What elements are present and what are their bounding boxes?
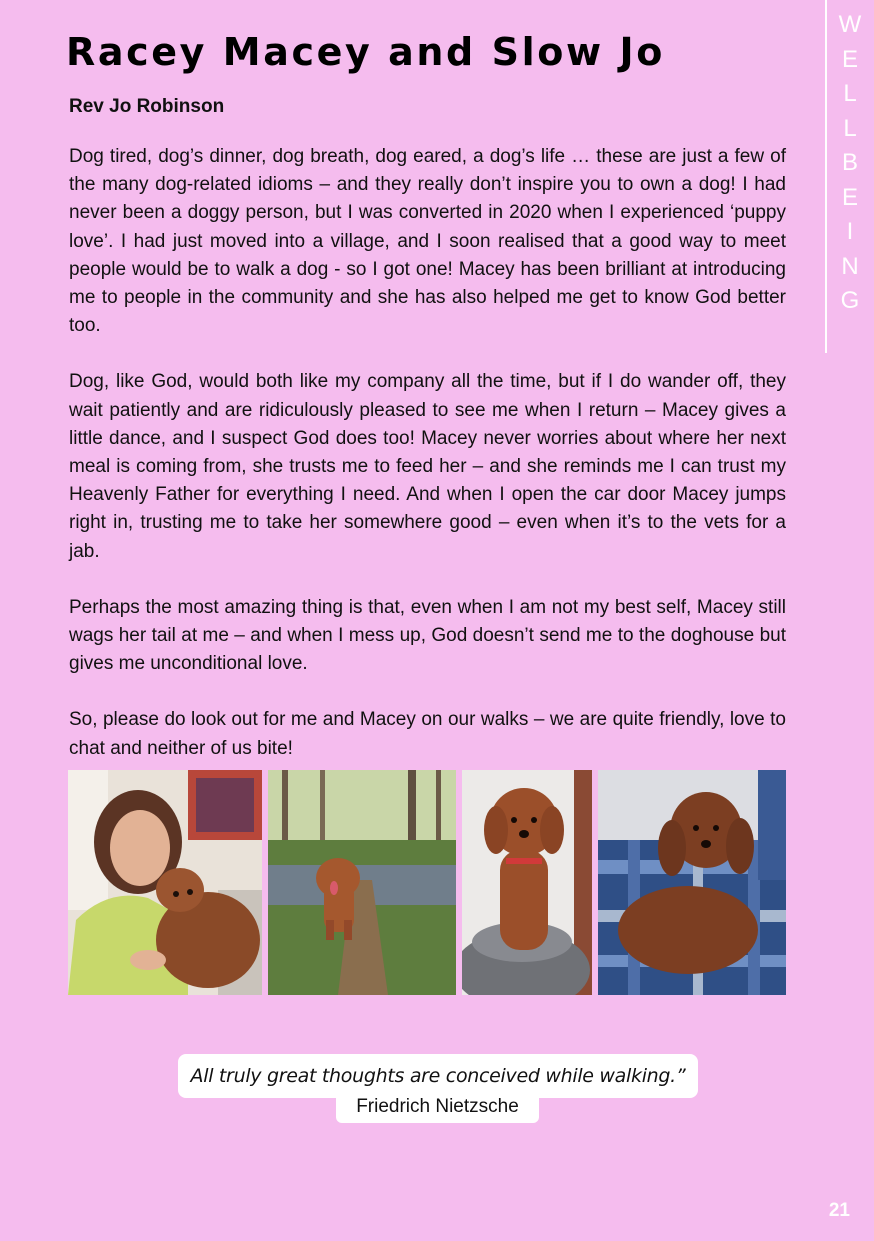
side-label-letter: W <box>838 11 862 38</box>
side-label-letter: N <box>841 252 859 280</box>
photo-dog-on-blanket <box>598 770 786 995</box>
side-label-letter: L <box>843 114 857 142</box>
photo-dog-in-woods <box>268 770 456 995</box>
quote-attribution: Friedrich Nietzsche <box>356 1095 519 1117</box>
photo-dog-sitting <box>462 770 592 995</box>
side-label-letter: E <box>841 45 858 73</box>
side-label-letter: E <box>841 183 858 211</box>
article-paragraph: Dog, like God, would both like my company all the time, but if I do wander off, they wait patiently and are ridiculously pleased to see me when I return – Macey gives a little dance, and I suspect God does too! Macey never worries about where her next meal is coming from, she trusts me to feed her – and she reminds me I can trust my Heavenly Father for everything I need. And when I open the car door Macey jumps right in, trusting me to take her somewhere good – even when it’s to the vets for a jab. <box>69 371 786 562</box>
article-paragraph: So, please do look out for me and Macey on our walks – we are quite friendly, love to chat and neither of us bite! <box>69 709 786 759</box>
page-number: 21 <box>828 1200 850 1221</box>
side-label-letter: G <box>840 287 860 314</box>
section-label-wellbeing <box>836 8 864 319</box>
side-label-letter: L <box>843 80 857 107</box>
article-author: Rev Jo Robinson <box>69 96 225 117</box>
article-body <box>69 143 786 791</box>
side-label-letter: I <box>846 218 854 245</box>
article-title: Racey Macey and Slow Jo <box>66 30 665 74</box>
article-paragraph: Dog tired, dog’s dinner, dog breath, dog eared, a dog’s life … these are just a few of the many dog-related idioms – and they really don’t inspire you to own a dog! I had never been a doggy person, but I was converted in 2020 when I experienced ‘puppy love’. I had just moved into a village, and I soon realised that a good way to meet people would be to walk a dog - so I got one! Macey has been brilliant at introducing me to people in the community and she has also helped me get to know God better too. <box>69 146 786 337</box>
side-label-letter: B <box>841 149 858 176</box>
photo-strip <box>68 770 786 995</box>
quote-text: All truly great thoughts are conceived while walking.” <box>190 1065 686 1087</box>
side-label-rule <box>825 0 827 353</box>
photo-woman-with-dog <box>68 770 262 995</box>
article-paragraph: Perhaps the most amazing thing is that, even when I am not my best self, Macey still wags her tail at me – and when I mess up, God doesn’t send me to the doghouse but gives me unconditional love. <box>69 596 786 675</box>
quote-attribution-box <box>336 1090 539 1123</box>
